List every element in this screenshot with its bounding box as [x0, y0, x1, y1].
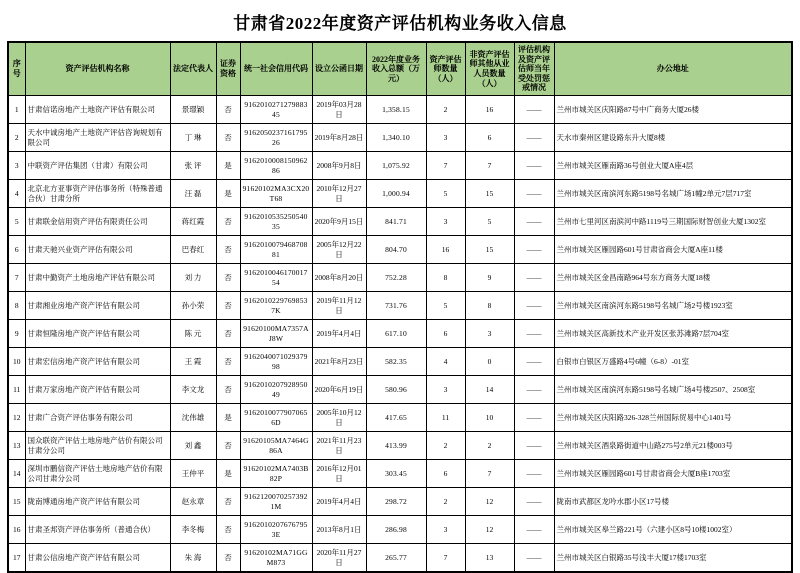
- table-row: [8, 376, 792, 404]
- cell-income: 1,075.92: [366, 152, 426, 180]
- cell-income: 580.96: [366, 376, 426, 404]
- cell-no: 14: [8, 460, 25, 488]
- cell-date: 2019年4月4日: [312, 488, 366, 516]
- cell-name: 甘肃恒隆房地产资产评估有限公司: [25, 320, 170, 348]
- cell-sec: 否: [216, 488, 240, 516]
- cell-date: 2005年12月22日: [312, 236, 366, 264]
- cell-sec: 否: [216, 292, 240, 320]
- table-row: [8, 96, 792, 124]
- cell-no: 2: [8, 124, 25, 152]
- cell-code: 916201053525054035: [240, 208, 312, 236]
- cell-appraisers: 5: [426, 180, 465, 208]
- table-row: [8, 544, 792, 573]
- cell-date: 2021年8月23日: [312, 348, 366, 376]
- cell-appraisers: 6: [426, 460, 465, 488]
- cell-sec: 是: [216, 460, 240, 488]
- cell-name: 甘肃联金信用资产评估有限责任公司: [25, 208, 170, 236]
- cell-date: 2013年8月1日: [312, 516, 366, 544]
- cell-date: 2019年8月28日: [312, 124, 366, 152]
- cell-staff: 12: [465, 516, 514, 544]
- table-row: [8, 180, 792, 208]
- page-title: 甘肃省2022年度资产评估机构业务收入信息: [233, 14, 567, 33]
- cell-rep: 朱 海: [170, 544, 216, 573]
- cell-sec: 否: [216, 96, 240, 124]
- cell-code: 91620102076767953E: [240, 516, 312, 544]
- cell-appraisers: 8: [426, 264, 465, 292]
- cell-code: 916201007946870881: [240, 236, 312, 264]
- cell-name: 陇南博通房地产资产评估有限公司: [25, 488, 170, 516]
- cell-no: 11: [8, 376, 25, 404]
- cell-addr: 陇南市武都区龙吟水郡小区17号楼: [554, 488, 792, 516]
- cell-punish: ——: [514, 460, 554, 488]
- cell-appraisers: 2: [426, 432, 465, 460]
- cell-date: 2005年10月12日: [312, 404, 366, 432]
- cell-punish: ——: [514, 432, 554, 460]
- col-credit-code: 统一社会信用代码: [240, 42, 312, 96]
- cell-income: 841.71: [366, 208, 426, 236]
- cell-appraisers: 2: [426, 488, 465, 516]
- cell-income: 1,000.94: [366, 180, 426, 208]
- table-row: [8, 236, 792, 264]
- cell-staff: 0: [465, 348, 514, 376]
- cell-income: 1,358.15: [366, 96, 426, 124]
- cell-appraisers: 3: [426, 124, 465, 152]
- cell-name: 甘肃湘业房地产资产评估有限公司: [25, 292, 170, 320]
- cell-no: 12: [8, 404, 25, 432]
- cell-no: 15: [8, 488, 25, 516]
- cell-rep: 巴春红: [170, 236, 216, 264]
- col-serial: 序号: [8, 42, 25, 96]
- cell-date: 2019年03月28日: [312, 96, 366, 124]
- cell-name: 甘肃万家房地产资产评估有限公司: [25, 376, 170, 404]
- cell-sec: 否: [216, 124, 240, 152]
- cell-code: 916201020792895049: [240, 376, 312, 404]
- col-securities-qualification: 证券资格: [216, 42, 240, 96]
- cell-appraisers: 4: [426, 348, 465, 376]
- cell-sec: 否: [216, 208, 240, 236]
- cell-code: 91620102MA3CX20T68: [240, 180, 312, 208]
- table-row: [8, 516, 792, 544]
- cell-addr: 兰州市七里河区南滨河中路1119号三期国际财智创业大厦1302室: [554, 208, 792, 236]
- cell-income: 582.35: [366, 348, 426, 376]
- cell-date: 2016年12月01日: [312, 460, 366, 488]
- cell-income: 731.76: [366, 292, 426, 320]
- cell-no: 1: [8, 96, 25, 124]
- cell-staff: 7: [465, 460, 514, 488]
- col-legal-rep: 法定代表人: [170, 42, 216, 96]
- cell-appraisers: 3: [426, 376, 465, 404]
- cell-name: 天水中诚房地产土地资产评估咨询规划有限公司: [25, 124, 170, 152]
- cell-name: 甘肃信诺房地产土地资产评估有限公司: [25, 96, 170, 124]
- cell-appraisers: 3: [426, 208, 465, 236]
- cell-rep: 王仲平: [170, 460, 216, 488]
- col-agency-name: 资产评估机构名称: [25, 42, 170, 96]
- cell-staff: 9: [465, 264, 514, 292]
- cell-sec: 是: [216, 404, 240, 432]
- cell-date: 2010年12月27日: [312, 180, 366, 208]
- cell-rep: 刘 力: [170, 264, 216, 292]
- cell-code: 916201027127988345: [240, 96, 312, 124]
- cell-code: 916204007102937998: [240, 348, 312, 376]
- cell-addr: 兰州市城关区高新技术产业开发区张苏滩路7层704室: [554, 320, 792, 348]
- cell-addr: 兰州市城关区雁园路601号甘肃省商会大厦A座11楼: [554, 236, 792, 264]
- cell-appraisers: 7: [426, 544, 465, 573]
- cell-no: 13: [8, 432, 25, 460]
- cell-staff: 3: [465, 320, 514, 348]
- cell-date: 2020年6月19日: [312, 376, 366, 404]
- cell-rep: 陈 元: [170, 320, 216, 348]
- cell-punish: ——: [514, 488, 554, 516]
- income-table: [7, 41, 793, 573]
- cell-addr: 兰州市城关区白银路35号浅丰大厦17楼1703室: [554, 544, 792, 573]
- cell-code: 91620102297698537K: [240, 292, 312, 320]
- cell-staff: 10: [465, 404, 514, 432]
- cell-sec: 否: [216, 516, 240, 544]
- cell-no: 7: [8, 264, 25, 292]
- cell-no: 17: [8, 544, 25, 573]
- cell-code: 91621200702573921M: [240, 488, 312, 516]
- cell-addr: 兰州市城关区南滨河东路5198号名城广场2号楼1923室: [554, 292, 792, 320]
- table-row: [8, 460, 792, 488]
- cell-punish: ——: [514, 348, 554, 376]
- cell-punish: ——: [514, 376, 554, 404]
- cell-code: 916205023716179526: [240, 124, 312, 152]
- cell-date: 2019年11月12日: [312, 292, 366, 320]
- cell-staff: 8: [465, 292, 514, 320]
- cell-staff: 12: [465, 488, 514, 516]
- cell-addr: 兰州市城关区雁园路601号甘肃省商会大厦B座1703室: [554, 460, 792, 488]
- cell-rep: 蒋红霞: [170, 208, 216, 236]
- table-row: [8, 152, 792, 180]
- cell-staff: 16: [465, 96, 514, 124]
- cell-sec: 是: [216, 152, 240, 180]
- cell-sec: 否: [216, 376, 240, 404]
- cell-appraisers: 5: [426, 292, 465, 320]
- cell-sec: 否: [216, 544, 240, 573]
- cell-date: 2021年11月23日: [312, 432, 366, 460]
- table-row: [8, 488, 792, 516]
- cell-addr: 兰州市城关区金昌南路964号东方商务大厦18楼: [554, 264, 792, 292]
- cell-name: 甘肃广合资产评估事务有限公司: [25, 404, 170, 432]
- cell-sec: 否: [216, 320, 240, 348]
- table-row: [8, 348, 792, 376]
- table-row: [8, 292, 792, 320]
- cell-income: 804.70: [366, 236, 426, 264]
- cell-addr: 白银市白银区万盛路4号6幢（6-8）-01室: [554, 348, 792, 376]
- cell-name: 北京北方亚事资产评估事务所（特殊普通合伙）甘肃分所: [25, 180, 170, 208]
- cell-punish: ——: [514, 404, 554, 432]
- cell-income: 417.65: [366, 404, 426, 432]
- cell-rep: 景璟颖: [170, 96, 216, 124]
- cell-addr: 兰州市城关区雁南路36号创业大厦A座4层: [554, 152, 792, 180]
- cell-code: 91620105MA7464G86A: [240, 432, 312, 460]
- cell-income: 617.10: [366, 320, 426, 348]
- cell-income: 265.77: [366, 544, 426, 573]
- cell-income: 303.45: [366, 460, 426, 488]
- col-2022-income: 2022年度业务收入总额（万元）: [366, 42, 426, 96]
- table-header-row: [8, 42, 792, 96]
- cell-rep: 沈伟雄: [170, 404, 216, 432]
- cell-no: 5: [8, 208, 25, 236]
- cell-income: 286.98: [366, 516, 426, 544]
- cell-punish: ——: [514, 292, 554, 320]
- cell-appraisers: 7: [426, 152, 465, 180]
- table-row: [8, 404, 792, 432]
- cell-income: 298.72: [366, 488, 426, 516]
- table-row: [8, 432, 792, 460]
- cell-punish: ——: [514, 152, 554, 180]
- cell-appraisers: 6: [426, 320, 465, 348]
- cell-addr: 兰州市城关区酒泉路街道中山路275号2单元21楼003号: [554, 432, 792, 460]
- cell-name: 国众联资产评估土地房地产估价有限公司甘肃分公司: [25, 432, 170, 460]
- cell-code: 916201004617001754: [240, 264, 312, 292]
- cell-name: 甘肃圣邦资产评估事务所（普通合伙）: [25, 516, 170, 544]
- cell-no: 10: [8, 348, 25, 376]
- cell-name: 深圳市鹏信资产评估土地房地产估价有限公司甘肃分公司: [25, 460, 170, 488]
- cell-staff: 2: [465, 432, 514, 460]
- cell-rep: 赵永章: [170, 488, 216, 516]
- cell-sec: 否: [216, 236, 240, 264]
- cell-addr: 兰州市城关区庆阳路326-328兰州国际贸易中心1401号: [554, 404, 792, 432]
- col-punishment: 评估机构及资产评估师当年受处罚惩戒情况: [514, 42, 554, 96]
- cell-rep: 丁 琳: [170, 124, 216, 152]
- cell-sec: 否: [216, 432, 240, 460]
- cell-addr: 兰州市城关区南滨河东路5198号名城广场4号楼2507、2508室: [554, 376, 792, 404]
- cell-code: 916201000815096286: [240, 152, 312, 180]
- col-other-staff-count: 非资产评估师其他从业人员数量（人）: [465, 42, 514, 96]
- col-appraiser-count: 资产评估师数量（人）: [426, 42, 465, 96]
- cell-punish: ——: [514, 208, 554, 236]
- cell-code: 91620100MA7357AJ8W: [240, 320, 312, 348]
- cell-punish: ——: [514, 516, 554, 544]
- cell-code: 91620102MA71GGM873: [240, 544, 312, 573]
- cell-name: 甘肃宏信房地产资产评估有限公司: [25, 348, 170, 376]
- cell-code: 91620100779070656D: [240, 404, 312, 432]
- cell-income: 413.99: [366, 432, 426, 460]
- cell-rep: 刘 鑫: [170, 432, 216, 460]
- cell-appraisers: 16: [426, 236, 465, 264]
- cell-appraisers: 3: [426, 516, 465, 544]
- cell-addr: 天水市秦州区建设路东升大厦8楼: [554, 124, 792, 152]
- cell-date: 2008年9月8日: [312, 152, 366, 180]
- cell-no: 3: [8, 152, 25, 180]
- cell-no: 16: [8, 516, 25, 544]
- cell-punish: ——: [514, 264, 554, 292]
- col-establish-date: 设立公函日期: [312, 42, 366, 96]
- cell-rep: 孙小荣: [170, 292, 216, 320]
- cell-no: 9: [8, 320, 25, 348]
- cell-date: 2008年8月20日: [312, 264, 366, 292]
- cell-addr: 兰州市城关区庆阳路87号中广商务大厦26楼: [554, 96, 792, 124]
- cell-staff: 15: [465, 236, 514, 264]
- cell-rep: 汪 磊: [170, 180, 216, 208]
- table-row: [8, 208, 792, 236]
- cell-no: 6: [8, 236, 25, 264]
- cell-addr: 兰州市城关区皋兰路221号（六建小区8号10楼1002室）: [554, 516, 792, 544]
- cell-addr: 兰州市城关区南滨河东路5198号名城广场1幢2单元7层717室: [554, 180, 792, 208]
- table-body: [8, 96, 792, 573]
- cell-punish: ——: [514, 124, 554, 152]
- cell-name: 中联资产评估集团（甘肃）有限公司: [25, 152, 170, 180]
- cell-name: 甘肃公信房地产资产评估有限公司: [25, 544, 170, 573]
- cell-punish: ——: [514, 544, 554, 573]
- cell-staff: 6: [465, 124, 514, 152]
- cell-rep: 李文龙: [170, 376, 216, 404]
- cell-income: 752.28: [366, 264, 426, 292]
- table-row: [8, 264, 792, 292]
- cell-punish: ——: [514, 180, 554, 208]
- cell-sec: 是: [216, 180, 240, 208]
- cell-date: 2020年11月27日: [312, 544, 366, 573]
- cell-date: 2019年4月4日: [312, 320, 366, 348]
- cell-name: 甘肃中勤资产土地房地产评估有限公司: [25, 264, 170, 292]
- cell-income: 1,340.10: [366, 124, 426, 152]
- cell-punish: ——: [514, 96, 554, 124]
- cell-staff: 5: [465, 208, 514, 236]
- col-office-address: 办公地址: [554, 42, 792, 96]
- cell-rep: 王 霞: [170, 348, 216, 376]
- cell-no: 8: [8, 292, 25, 320]
- table-row: [8, 124, 792, 152]
- cell-name: 甘肃天驰兴业资产评估有限公司: [25, 236, 170, 264]
- cell-appraisers: 2: [426, 96, 465, 124]
- cell-punish: ——: [514, 236, 554, 264]
- cell-rep: 张 评: [170, 152, 216, 180]
- cell-sec: 否: [216, 348, 240, 376]
- cell-code: 91620102MA7403B82P: [240, 460, 312, 488]
- cell-staff: 7: [465, 152, 514, 180]
- cell-rep: 李冬梅: [170, 516, 216, 544]
- cell-sec: 否: [216, 264, 240, 292]
- cell-no: 4: [8, 180, 25, 208]
- cell-appraisers: 11: [426, 404, 465, 432]
- cell-date: 2020年9月15日: [312, 208, 366, 236]
- cell-staff: 15: [465, 180, 514, 208]
- cell-staff: 14: [465, 376, 514, 404]
- table-row: [8, 320, 792, 348]
- cell-punish: ——: [514, 320, 554, 348]
- cell-staff: 13: [465, 544, 514, 573]
